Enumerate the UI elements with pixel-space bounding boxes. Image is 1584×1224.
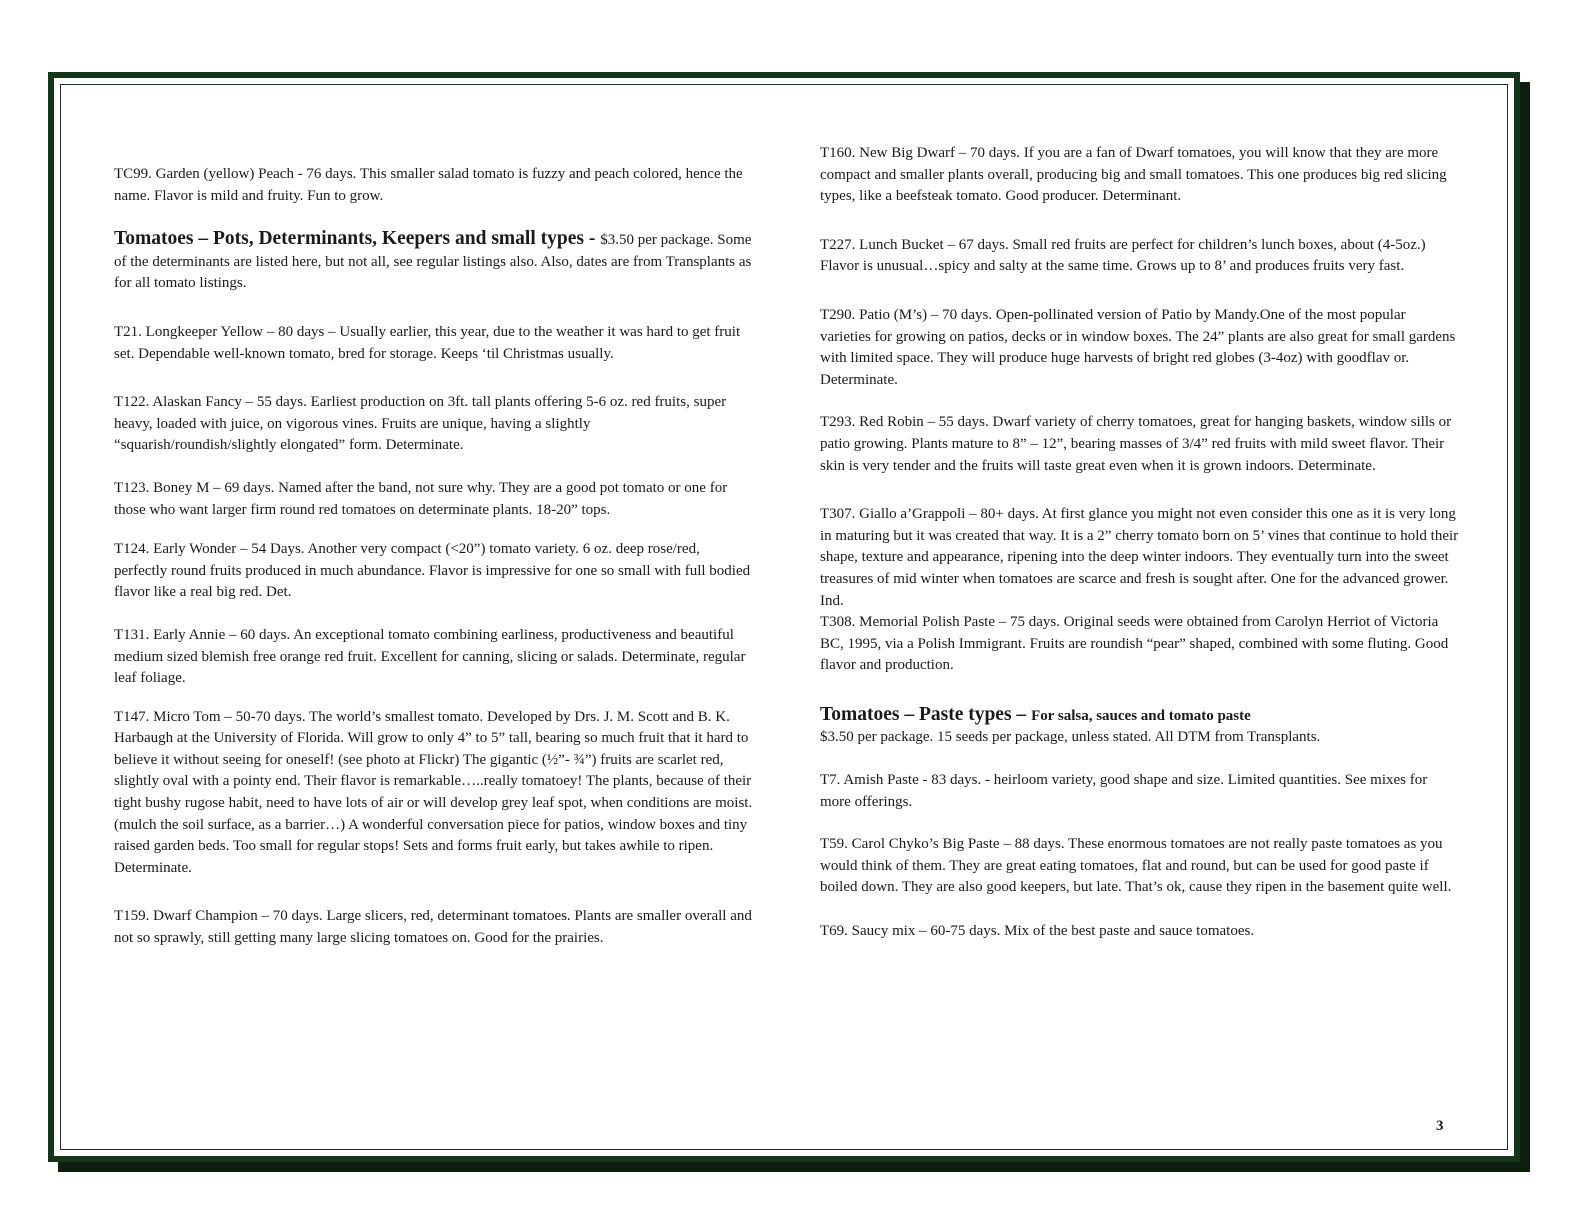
entry-t159: T159. Dwarf Champion – 70 days. Large slicers, red, determinant tomatoes. Plants are smaller overall and not so sprawly, still getting many large slicing tomatoes on. Good for the prairies. <box>114 908 752 947</box>
left-column <box>114 164 754 950</box>
right-column <box>820 143 1460 943</box>
entry-t308: T308. Memorial Polish Paste – 75 days. Original seeds were obtained from Carolyn Herriot of Victoria BC, 1995, via a Polish Immigrant. Fruits are roundish “pear” shaped, combined with some fluting. Good flavor and production. <box>820 614 1449 674</box>
section-heading: Tomatoes – Paste types – <box>820 703 1032 725</box>
entry-t7: T7. Amish Paste - 83 days. - heirloom variety, good shape and size. Limited quantities. See mixes for more offerings. <box>820 772 1428 810</box>
entry-t160: T160. New Big Dwarf – 70 days. If you are a fan of Dwarf tomatoes, you will know that they are more compact and smaller plants overall, producing big and small tomatoes. This one produces big red slicing types, like a beefsteak tomato. Good producer. Determinant. <box>820 145 1447 205</box>
section-intro: package. Some of the determinants are listed here, but not all, see regular listings also. Also, dates are from Transplants as for all tomato listings. <box>114 232 752 292</box>
section-pots-determinants <box>114 228 754 295</box>
entry-t131: T131. Early Annie – 60 days. An exceptional tomato combining earliness, productiveness and beautiful medium sized blemish free orange red fruit. Excellent for canning, slicing or salads. Determinate, regular leaf foliage. <box>114 626 746 687</box>
page-number: 3 <box>1436 1118 1444 1134</box>
section-price: $3.50 per <box>600 232 657 249</box>
section-heading: Tomatoes – Pots, Determinants, Keepers and small types - <box>114 228 601 250</box>
entry-t21: T21. Longkeeper Yellow – 80 days – Usually earlier, this year, due to the weather it was hard to get fruit set. Dependable well-known tomato, bred for storage. Keeps ‘til Christmas usually. <box>114 323 741 362</box>
entry-t290: T290. Patio (M’s) – 70 days. Open-pollinated version of Patio by Mandy.One of the most popular varieties for growing on patios, decks or in window boxes. The 24” plants are also great for small gardens with limited space. They will produce huge harvests of bright red globes (3-4oz) with goodflav or. Determinate. <box>820 306 1456 388</box>
entry-t69: T69. Saucy mix – 60-75 days. Mix of the best paste and sauce tomatoes. <box>820 923 1255 940</box>
entry-t293: T293. Red Robin – 55 days. Dwarf variety of cherry tomatoes, great for hanging baskets, window sills or patio growing. Plants mature to 8” – 12”, bearing masses of 3/4” red fruits with mild sweet flavor. Their skin is very tender and the fruits will taste great even when it is grown indoors. Determinate. <box>820 414 1452 474</box>
entry-t59: T59. Carol Chyko’s Big Paste – 88 days. These enormous tomatoes are not really paste tomatoes as you would think of them. They are great eating tomatoes, flat and round, but can be used for good paste if boiled down. They are also good keepers, but late. That’s ok, cause they ripen in the basement quite well. <box>820 836 1452 896</box>
entry-t227: T227. Lunch Bucket – 67 days. Small red fruits are perfect for children’s lunch boxes, about (4-5oz.) Flavor is unusual…spicy and salty at the same time. Grows up to 8’ and produces fruits very fast. <box>820 236 1426 275</box>
entry-tc99: TC99. Garden (yellow) Peach - 76 days. This smaller salad tomato is fuzzy and peach colored, hence the name. Flavor is mild and fruity. Fun to grow. <box>114 166 743 204</box>
entry-t307: T307. Giallo a’Grappoli – 80+ days. At first glance you might not even consider this one as it is very long in maturing but it was created that way. It is a 2” cherry tomato born on 5’ vines that continue to hold their shape, texture and appearance, ripening into the deep winter indoors. They eventually turn into the sweet treasures of mid winter when tomatoes are scarce and fresh is sought after. One for the advanced grower. Ind. <box>820 506 1459 609</box>
entry-t123: T123. Boney M – 69 days. Named after the band, not sure why. They are a good pot tomato or one for those who want larger firm round red tomatoes on determinate plants. 18-20” tops. <box>114 479 728 518</box>
entry-t122: T122. Alaskan Fancy – 55 days. Earliest production on 3ft. tall plants offering 5-6 oz. red fruits, super heavy, loaded with juice, on vigorous vines. Fruits are unique, having a slightly “squarish/roundish/slightly elongated” form. Determinate. <box>114 394 727 454</box>
entry-t124: T124. Early Wonder – 54 Days. Another very compact (<20”) tomato variety. 6 oz. deep rose/red, perfectly round fruits produced in much abundance. Flavor is impressive for one so small with full bodied flavor like a real big red. Det. <box>114 541 751 601</box>
section-subheading: For salsa, sauces and tomato paste <box>1031 707 1251 724</box>
entry-t147: T147. Micro Tom – 50-70 days. The world’s smallest tomato. Developed by Drs. J. M. Scott and B. K. Harbaugh at the University of Florida. Will grow to only 4” to 5” tall, bearing so much fruit that it hard to believe it without seeing for oneself! (see photo at Flickr) The gigantic (½”- ¾”) fruits are scarlet red, slightly oval with a pointy end. Their flavor is remarkable…..really tomatoey! The plants, because of their tight bushy rugose habit, need to have lots of air or will develop grey leaf spot, when conditions are moist. (mulch the soil surface, as a barrier…) A wonderful conversation piece for patios, window boxes and tiny raised garden beds. Too small for regular stops! Sets and forms fruit early, but takes awhile to ripen. Determinate. <box>114 708 753 876</box>
section-paste-types <box>820 704 1460 749</box>
section-intro: $3.50 per package. 15 seeds per package, unless stated. All DTM from Transplants. <box>820 729 1321 746</box>
